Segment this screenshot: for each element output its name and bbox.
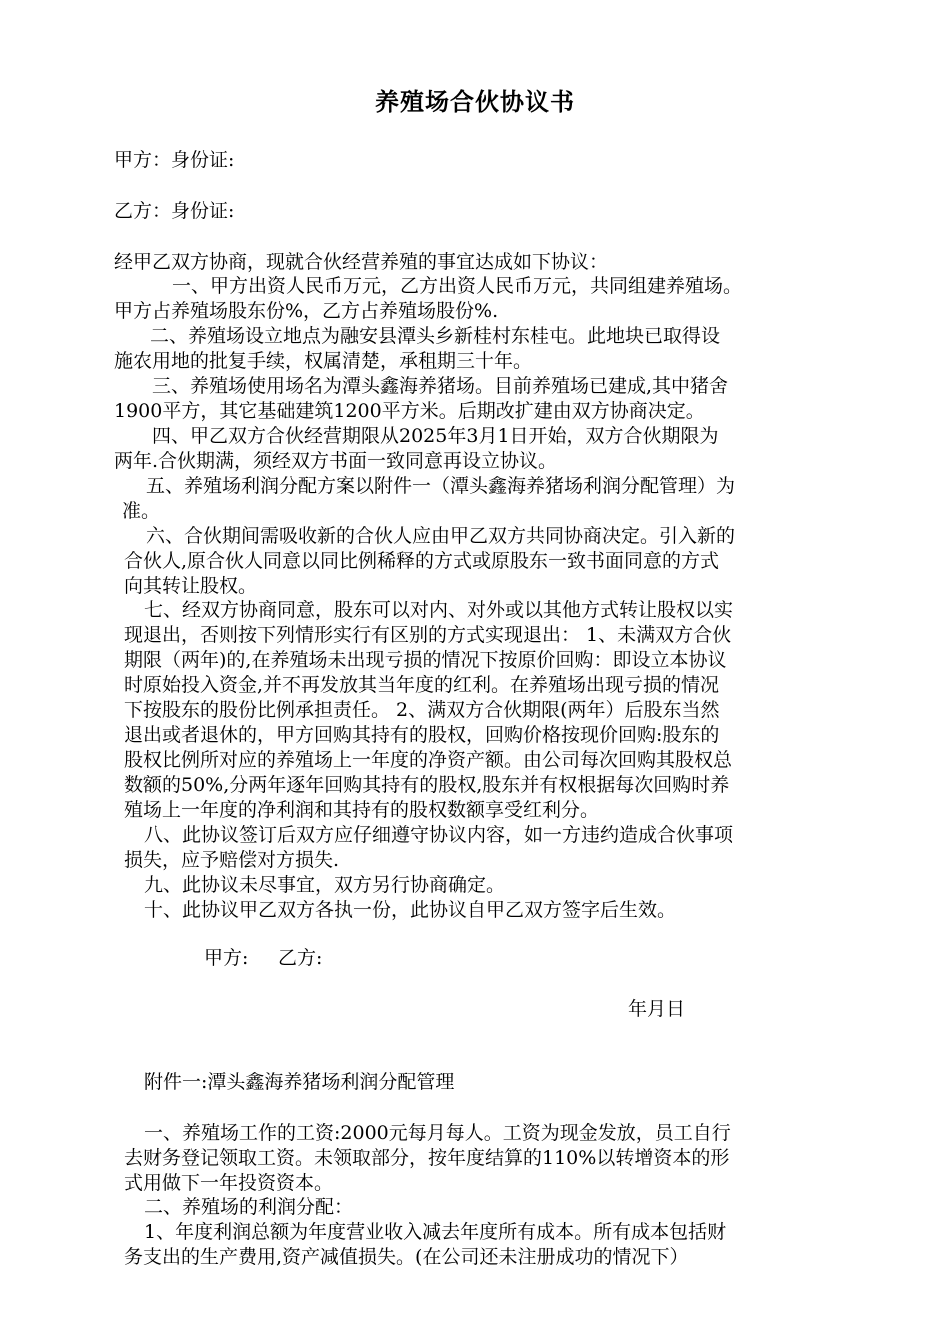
document-title: 养殖场合伙协议书 bbox=[375, 87, 575, 116]
clause-line: 三、养殖场使用场名为潭头鑫海养猪场。目前养殖场已建成,其中猪舍 bbox=[152, 375, 729, 397]
clause-line: 期限（两年)的,在养殖场未出现亏损的情况下按原价回购：即设立本协议 bbox=[124, 649, 727, 671]
appendix-line: 式用做下一年投资资本。 bbox=[124, 1172, 334, 1194]
clause-line: 二、养殖场设立地点为融安县潭头乡新桂村东桂屯。此地块已取得设 bbox=[150, 325, 721, 347]
clause-line: 十、此协议甲乙双方各执一份，此协议自甲乙双方签字后生效。 bbox=[144, 899, 677, 921]
signature-party-b: 乙方: bbox=[278, 947, 323, 969]
clause-line: 殖场上一年度的净利润和其持有的股权数额享受红利分。 bbox=[124, 799, 600, 821]
clause-line: 下按股东的股份比例承担责任。 2、满双方合伙期限(两年）后股东当然 bbox=[124, 699, 720, 721]
clause-line: 时原始投入资金,并不再发放其当年度的红利。在养殖场出现亏损的情况 bbox=[124, 674, 720, 696]
clause-line: 1900平方，其它基础建筑1200平方米。后期改扩建由双方协商决定。 bbox=[114, 400, 705, 422]
signature-date: 年月日 bbox=[628, 998, 686, 1020]
clause-line: 准。 bbox=[122, 500, 161, 522]
clause-line: 股权比例所对应的养殖场上一年度的净资产额。由公司每次回购其股权总 bbox=[124, 749, 733, 771]
clause-line: 四、甲乙双方合伙经营期限从2025年3月1日开始，双方合伙期限为 bbox=[152, 425, 719, 447]
clause-line: 甲方占养殖场股东份%，乙方占养殖场股份%. bbox=[114, 300, 499, 322]
party-a-line: 甲方：身份证: bbox=[114, 149, 235, 171]
clause-line: 数额的50%,分两年逐年回购其持有的股权,股东并有权根据每次回购时养 bbox=[124, 774, 730, 796]
appendix-line: 二、养殖场的利润分配： bbox=[144, 1196, 354, 1218]
appendix-line: 1、年度利润总额为年度营业收入减去年度所有成本。所有成本包括财 bbox=[144, 1221, 727, 1243]
clause-line: 现退出，否则按下列情形实行有区别的方式实现退出： 1、未满双方合伙 bbox=[124, 624, 732, 646]
clause-line: 退出或者退休的，甲方回购其持有的股权，回购价格按现价回购:股东的 bbox=[124, 724, 720, 746]
clause-line: 九、此协议未尽事宜，双方另行协商确定。 bbox=[144, 874, 506, 896]
appendix-heading: 附件一:潭头鑫海养猪场利润分配管理 bbox=[144, 1071, 455, 1093]
clause-line: 合伙人,原合伙人同意以同比例稀释的方式或原股东一致书面同意的方式 bbox=[124, 550, 720, 572]
appendix-line: 一、养殖场工作的工资:2000元每月每人。工资为现金发放，员工自行 bbox=[144, 1122, 731, 1144]
intro-paragraph: 经甲乙双方协商，现就合伙经营养殖的事宜达成如下协议： bbox=[114, 251, 609, 273]
appendix-line: 务支出的生产费用,资产减值损失。(在公司还未注册成功的情况下） bbox=[124, 1246, 689, 1268]
party-b-line: 乙方：身份证: bbox=[114, 200, 235, 222]
clause-line: 一、甲方出资人民币万元，乙方出资人民币万元，共同组建养殖场。 bbox=[172, 275, 743, 297]
appendix-line: 去财务登记领取工资。未领取部分，按年度结算的110%以转增资本的形 bbox=[124, 1147, 730, 1169]
clause-line: 施农用地的批复手续，权属清楚，承租期三十年。 bbox=[114, 350, 533, 372]
clause-line: 五、养殖场利润分配方案以附件一（潭头鑫海养猪场利润分配管理）为 bbox=[146, 475, 736, 497]
signature-party-a: 甲方: bbox=[204, 947, 249, 969]
clause-line: 向其转让股权。 bbox=[124, 575, 258, 597]
clause-line: 损失，应予赔偿对方损失. bbox=[124, 849, 340, 871]
clause-line: 七、经双方协商同意，股东可以对内、对外或以其他方式转让股权以实 bbox=[144, 599, 734, 621]
clause-line: 两年.合伙期满，须经双方书面一致同意再设立协议。 bbox=[114, 450, 558, 472]
clause-line: 八、此协议签订后双方应仔细遵守协议内容，如一方违约造成合伙事项 bbox=[144, 824, 734, 846]
clause-line: 六、合伙期间需吸收新的合伙人应由甲乙双方共同协商决定。引入新的 bbox=[146, 525, 736, 547]
